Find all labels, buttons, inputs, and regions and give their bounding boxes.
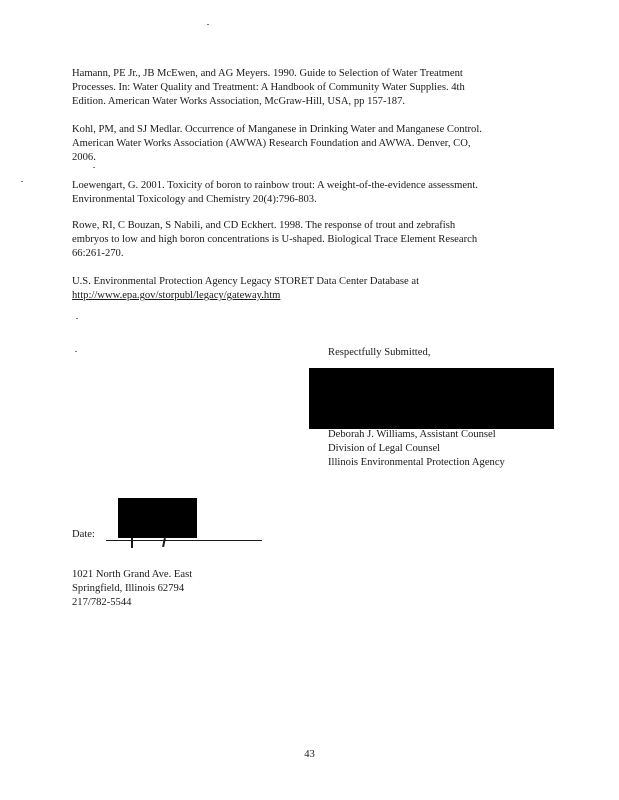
scan-speck [207, 24, 209, 25]
date-label: Date: [72, 529, 95, 540]
reference-epa-storet [72, 275, 550, 303]
closing-line: Respectfully Submitted, [328, 347, 431, 358]
reference-loewengart [72, 179, 550, 207]
address-block [72, 568, 192, 611]
handwriting-mark [131, 538, 133, 548]
signatory-name-title: Deborah J. Williams, Assistant Counsel [328, 429, 496, 440]
reference-line: Rowe, RI, C Bouzan, S Nabili, and CD Eckhert. 1998. The response of trout and zebrafish [72, 220, 456, 231]
reference-kohl [72, 123, 550, 166]
address-phone: 217/782-5544 [72, 597, 132, 609]
reference-line: Hamann, PE Jr., JB McEwen, and AG Meyers. 1990. Guide to Selection of Water Treatment [72, 68, 463, 79]
address-street: 1021 North Grand Ave. East [72, 569, 193, 580]
reference-line: American Water Works Association (AWWA) Research Foundation and AWWA. Denver, CO, [72, 138, 471, 150]
scan-speck [93, 167, 95, 168]
reference-line: Environmental Toxicology and Chemistry 20(4):796-803. [72, 194, 317, 206]
address-city: Springfield, Illinois 62794 [72, 583, 185, 595]
reference-line: Processes. In: Water Quality and Treatment: A Handbook of Community Water Supplies. 4th [72, 82, 465, 94]
reference-line: Loewengart, G. 2001. Toxicity of boron to rainbow trout: A weight-of-the-evidence assessment. [72, 180, 478, 191]
signatory-agency: Illinois Environmental Protection Agency [328, 457, 505, 469]
signatory-division: Division of Legal Counsel [328, 443, 441, 455]
reference-line: 66:261-270. [72, 248, 124, 260]
redacted-signature [309, 368, 554, 429]
reference-hamann [72, 67, 550, 110]
scan-speck [21, 181, 23, 182]
reference-rowe [72, 219, 550, 262]
redacted-date [118, 498, 197, 538]
scan-speck [76, 318, 78, 319]
reference-line: embryos to low and high boron concentrations is U-shaped. Biological Trace Element Research [72, 234, 478, 246]
reference-line: 2006. [72, 152, 96, 164]
date-underline [106, 540, 262, 541]
reference-line: Kohl, PM, and SJ Medlar. Occurrence of Manganese in Drinking Water and Manganese Control. [72, 124, 482, 135]
page-number: 43 [304, 749, 315, 760]
storet-database-link[interactable]: http://www.epa.gov/storpubl/legacy/gateway.htm [72, 290, 281, 302]
handwriting-mark [162, 538, 165, 547]
scan-speck [75, 351, 77, 352]
reference-line: U.S. Environmental Protection Agency Legacy STORET Data Center Database at [72, 276, 420, 287]
reference-line: Edition. American Water Works Association, McGraw-Hill, USA, pp 157-187. [72, 96, 406, 108]
signature-block [328, 428, 505, 471]
